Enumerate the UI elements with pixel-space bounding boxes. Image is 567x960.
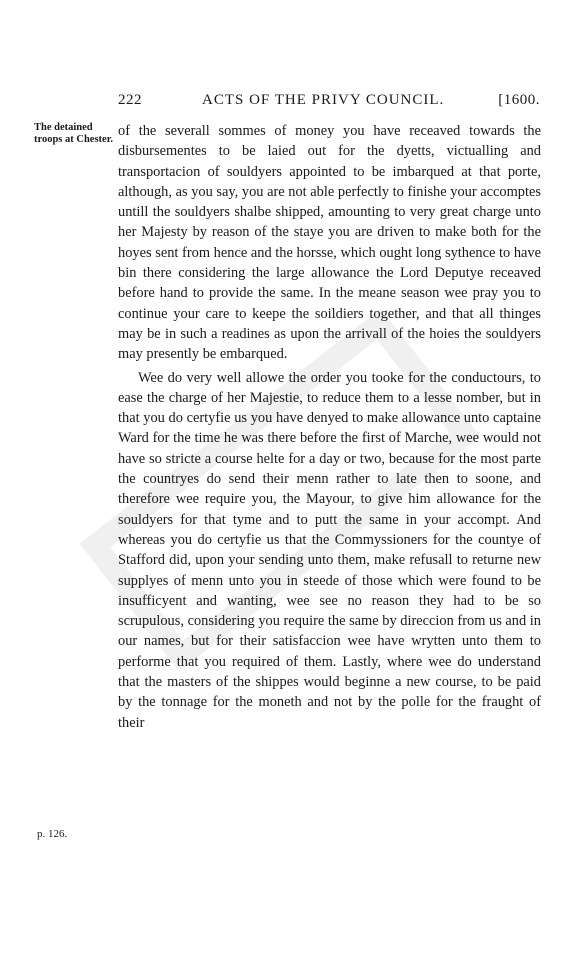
year-label: [1600.	[498, 92, 540, 108]
running-title: ACTS OF THE PRIVY COUNCIL.	[202, 92, 445, 108]
page-number: 222	[118, 92, 142, 108]
running-header	[118, 92, 540, 114]
paragraph: of the severall sommes of money you have receaved towards the disbursementes to be laied out for the dyetts, victualling and transportacion of souldyers appointed to be imbarqued at that porte, although, as you say, you are not able perfectly to finishe your accomptes untill the souldyers shalbe shipped, amounting to very great charge unto her Majesty by reason of the staye you are driven to make both for the hoyes sent from hence and the horsse, which ought long sythence to have bin there considering the large allowance the Lord Deputye receaved before hand to provide the same. In the meane season wee pray you to continue your care to keepe the soildiers together, and that all thinges may be in such a readines as upon the arrivall of the hoies the souldyers may presently be embarqued.	[118, 123, 541, 363]
body-text	[118, 121, 541, 733]
marginal-note: The detained troops at Chester.	[34, 122, 114, 145]
paragraph: Wee do very well allowe the order you tooke for the conductours, to ease the charge of her Majestie, to reduce them to a lesse nomber, but in that you do certyfie us you have denyed to make allowance unto captaine Ward for the time he was there before the first of Marche, wee would not have so stricte a course helte for a day or two, because for the most parte the countryes do send their menn rather to late then to soone, and therefore wee require you, the Mayour, to give him allowance for the souldyers for that tyme and to putt the same in your accompt. And whereas you do certyfie us that the Commyssioners for the countye of Stafford did, upon your sending unto them, make refusall to returne new supplyes of menn unto you in steede of those which were found to be insufficyent and wanting, wee see no reason they had to be so scrupulous, considering you require the same by direccion from us and in our names, but for their satisfaccion wee have wrytten unto them to performe that you required of them. Lastly, where wee do understand that the masters of the shippes would beginne a new course, to be paid by the tonnage for the moneth and not by the polle for the fraught of their	[118, 369, 541, 731]
marginal-page-reference: p. 126.	[37, 828, 68, 840]
